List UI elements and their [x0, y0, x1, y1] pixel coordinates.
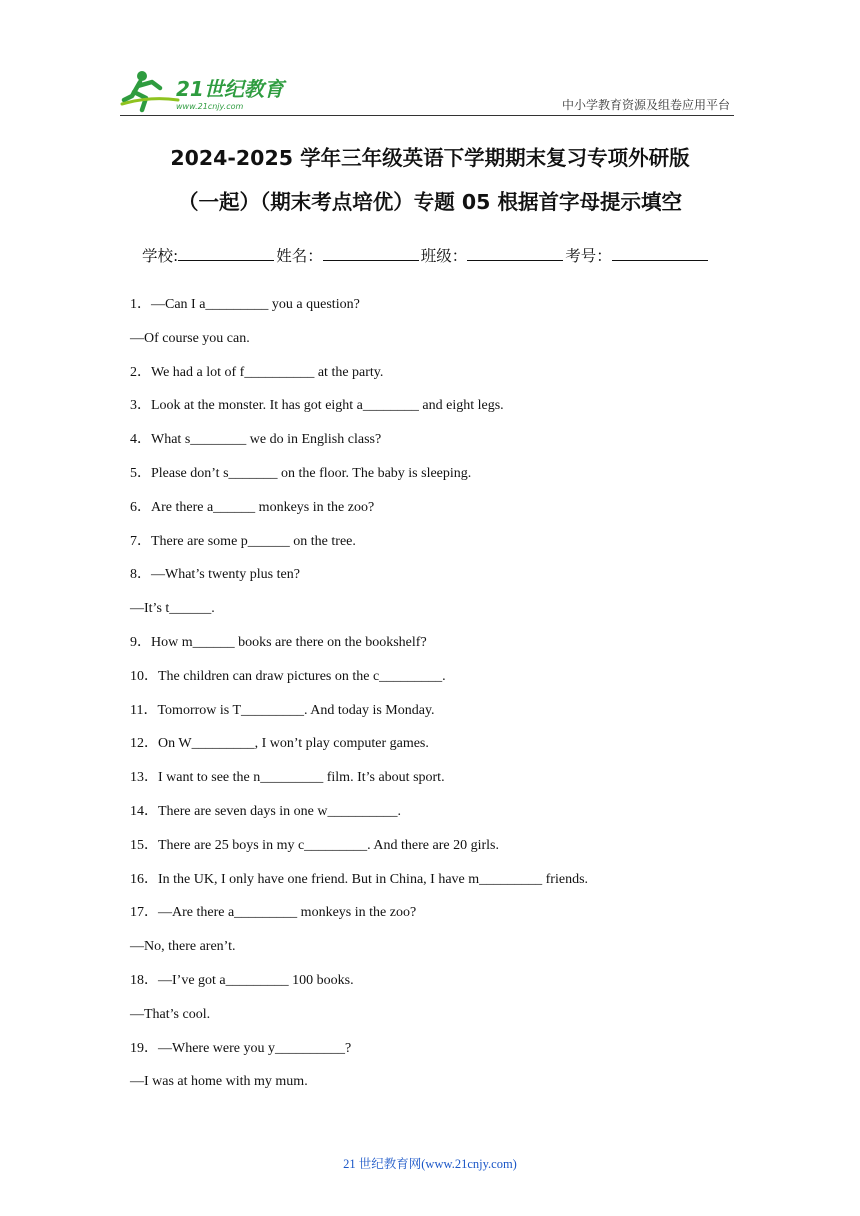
question-line: 15．There are 25 boys in my c_________. And there are 20 girls.: [130, 837, 499, 853]
runner-icon: [122, 71, 178, 110]
question-line: 17．—Are there a_________ monkeys in the zoo?: [130, 905, 417, 921]
question-line: 19．—Where were you y__________?: [130, 1040, 352, 1056]
question-line: 9．How m______ books are there on the bookshelf?: [130, 634, 427, 650]
header-divider: [120, 115, 734, 116]
page-title-line-2: （一起）（期末考点培优）专题 05 根据首字母提示填空: [177, 190, 683, 214]
footer-link[interactable]: 21 世纪教育网(www.21cnjy.com): [343, 1157, 517, 1171]
question-line: 2．We had a lot of f__________ at the party.: [130, 364, 384, 380]
school-blank[interactable]: [178, 246, 274, 261]
page-header: [120, 66, 734, 116]
question-line: 16．In the UK, I only have one friend. But in China, I have m_________ friends.: [130, 871, 589, 887]
question-line: 3．Look at the monster. It has got eight a________ and eight legs.: [130, 398, 504, 414]
exam-no-blank[interactable]: [612, 246, 708, 261]
exam-no-label: 考号：: [565, 247, 612, 265]
class-blank[interactable]: [467, 246, 563, 261]
question-line: 13．I want to see the n_________ film. It’s about sport.: [130, 770, 445, 786]
question-line: —I was at home with my mum.: [130, 1074, 308, 1090]
question-line: 4．What s________ we do in English class?: [130, 432, 382, 448]
platform-name: 中小学教育资源及组卷应用平台: [561, 98, 730, 112]
page-title-line-1: 2024-2025 学年三年级英语下学期期末复习专项外研版: [170, 146, 690, 170]
site-logo: [120, 66, 290, 114]
question-line: 18．—I’ve got a_________ 100 books.: [130, 972, 354, 988]
question-line: 8．—What’s twenty plus ten?: [130, 567, 300, 583]
name-label: 姓名：: [276, 247, 323, 265]
logo-text: 21世纪教育: [176, 77, 284, 101]
class-label: 班级：: [420, 247, 468, 265]
question-line: —No, there aren’t.: [130, 939, 236, 955]
question-line: 7．There are some p______ on the tree.: [130, 533, 356, 549]
question-line: 14．There are seven days in one w__________.: [130, 803, 401, 819]
question-line: 1．—Can I a_________ you a question?: [130, 297, 360, 312]
student-info: [142, 244, 710, 266]
question-line: —It’s t______.: [130, 601, 215, 617]
logo-url: www.21cnjy.com: [176, 102, 244, 111]
question-line: 5．Please don’t s_______ on the floor. The baby is sleeping.: [130, 465, 472, 481]
question-line: —That’s cool.: [130, 1006, 211, 1022]
question-line: 10．The children can draw pictures on the c_________.: [130, 668, 446, 684]
question-line: 6．Are there a______ monkeys in the zoo?: [130, 499, 375, 515]
question-line: 11．Tomorrow is T_________. And today is Monday.: [130, 702, 435, 718]
name-blank[interactable]: [323, 246, 419, 261]
question-line: —Of course you can.: [130, 330, 250, 346]
question-line: 12．On W_________, I won’t play computer games.: [130, 736, 429, 752]
question-list: [130, 296, 770, 1107]
school-label: 学校:: [142, 247, 179, 265]
